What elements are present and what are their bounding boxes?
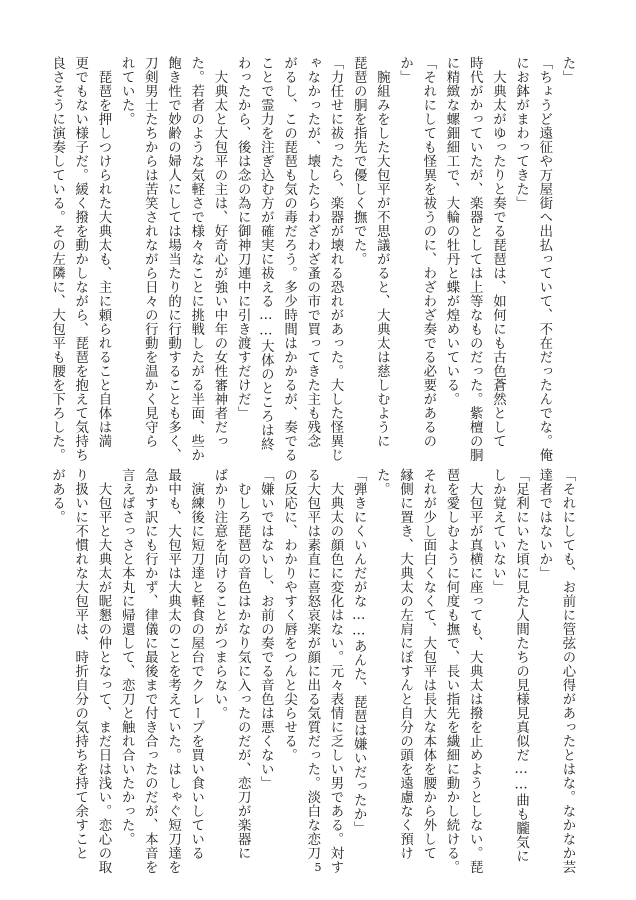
upper-text-block: た」 「ちょうど遠征や万屋街へ出払っていて、不在だったんでな。俺 にお鉢がまわってきた」 大典太がゆったりと奏でる琵琶は、如何にも古色蒼然として 時代がかっていたが、楽器としては上等なものだった。紫檀の胴 に精緻な螺鈿細工で、大輪の牡丹と蝶が煌めいている。 「それにしても怪異を祓うのに、わざわざ奏でる必要があるの か」 腕組みをした大包平が不思議がると、大典太は慈しむように 琵琶の胴を指先で優しく撫でた。 「力任せに祓ったら、楽器が壊れる恐れがあった。大した怪異じ ゃなかったが、壊したらわざわざ蚤の市で買ってきた主も残念 がるし、この琵琶も気の毒だろう。多少時間はかかるが、奏でる ことで霊力を注ぎ込む方が確実に祓える……大体のところは終 わったから、後は念の為に御神刀連中に引き渡すだけだ」 大典太と大包平の主は、好奇心が強い中年の女性審神者だっ た。若者のような気軽さで様々なことに挑戦したがる半面、些か 飽き性で妙齢の婦人にしては場当たり的に行動することも多く、 刀剣男士たちからは苦笑されながら日々の行動を温かく見守ら れていた。 琵琶を押しつけられた大典太も、主に頼られること自体は満 更でもない様子だ。緩く撥を動かしながら、琵琶を抱えて気持ち 良さそうに演奏している。その左隣に、大包平も腰を下ろした。 <box>49 56 575 462</box>
page-number: 5 <box>314 861 322 874</box>
lower-text-block: 「それにしても、お前に管弦の心得があったとはな。なかなか芸 達者ではないか」 「足利にいた頃に見た人間たちの見様見真似だ……曲も朧気に しか覚えていない」 大包平が真横に座っても、大典太は撥を止めようとしない。琵 琶を愛しむように何度も撫で、長い指先を繊細に動かし続ける。 それが少し面白くなくて、大包平は長大な本体を腰から外して 縁側に置き、大典太の左肩にぽすんと自分の頭を遠慮なく預け た。 「弾きにくいんだがな……あんた、琵琶は嫌いだったか」 大典太の顔色に変化はない。元々表情に乏しい男である。対す る大包平は素直に喜怒哀楽が顔に出る気質だった。淡白な恋刀 の反応に、わかりやすく唇をつんと尖らせる。 「嫌いではないし、お前の奏でる音色は悪くない」 むしろ琵琶の音色はかなり気に入ったのだが、恋刀が楽器に ばかり注意を向けることがつまらない。 演練後に短刀達と軽食の屋台でクレープを買い食いしている 最中も、大包平は大典太のことを考えていた。はしゃぐ短刀達を 急かす訳にも行かず、律儀に最後まで付き合ったのだが、本音を 言えばさっさと本丸に帰還して、恋刀と触れ合いたかった。 大包平と大典太が昵懇の仲となって、まだ日は浅い。恋心の取 り扱いに不慣れな大包平は、時折自分の気持ちを持て余すこと がある。 <box>49 468 575 874</box>
